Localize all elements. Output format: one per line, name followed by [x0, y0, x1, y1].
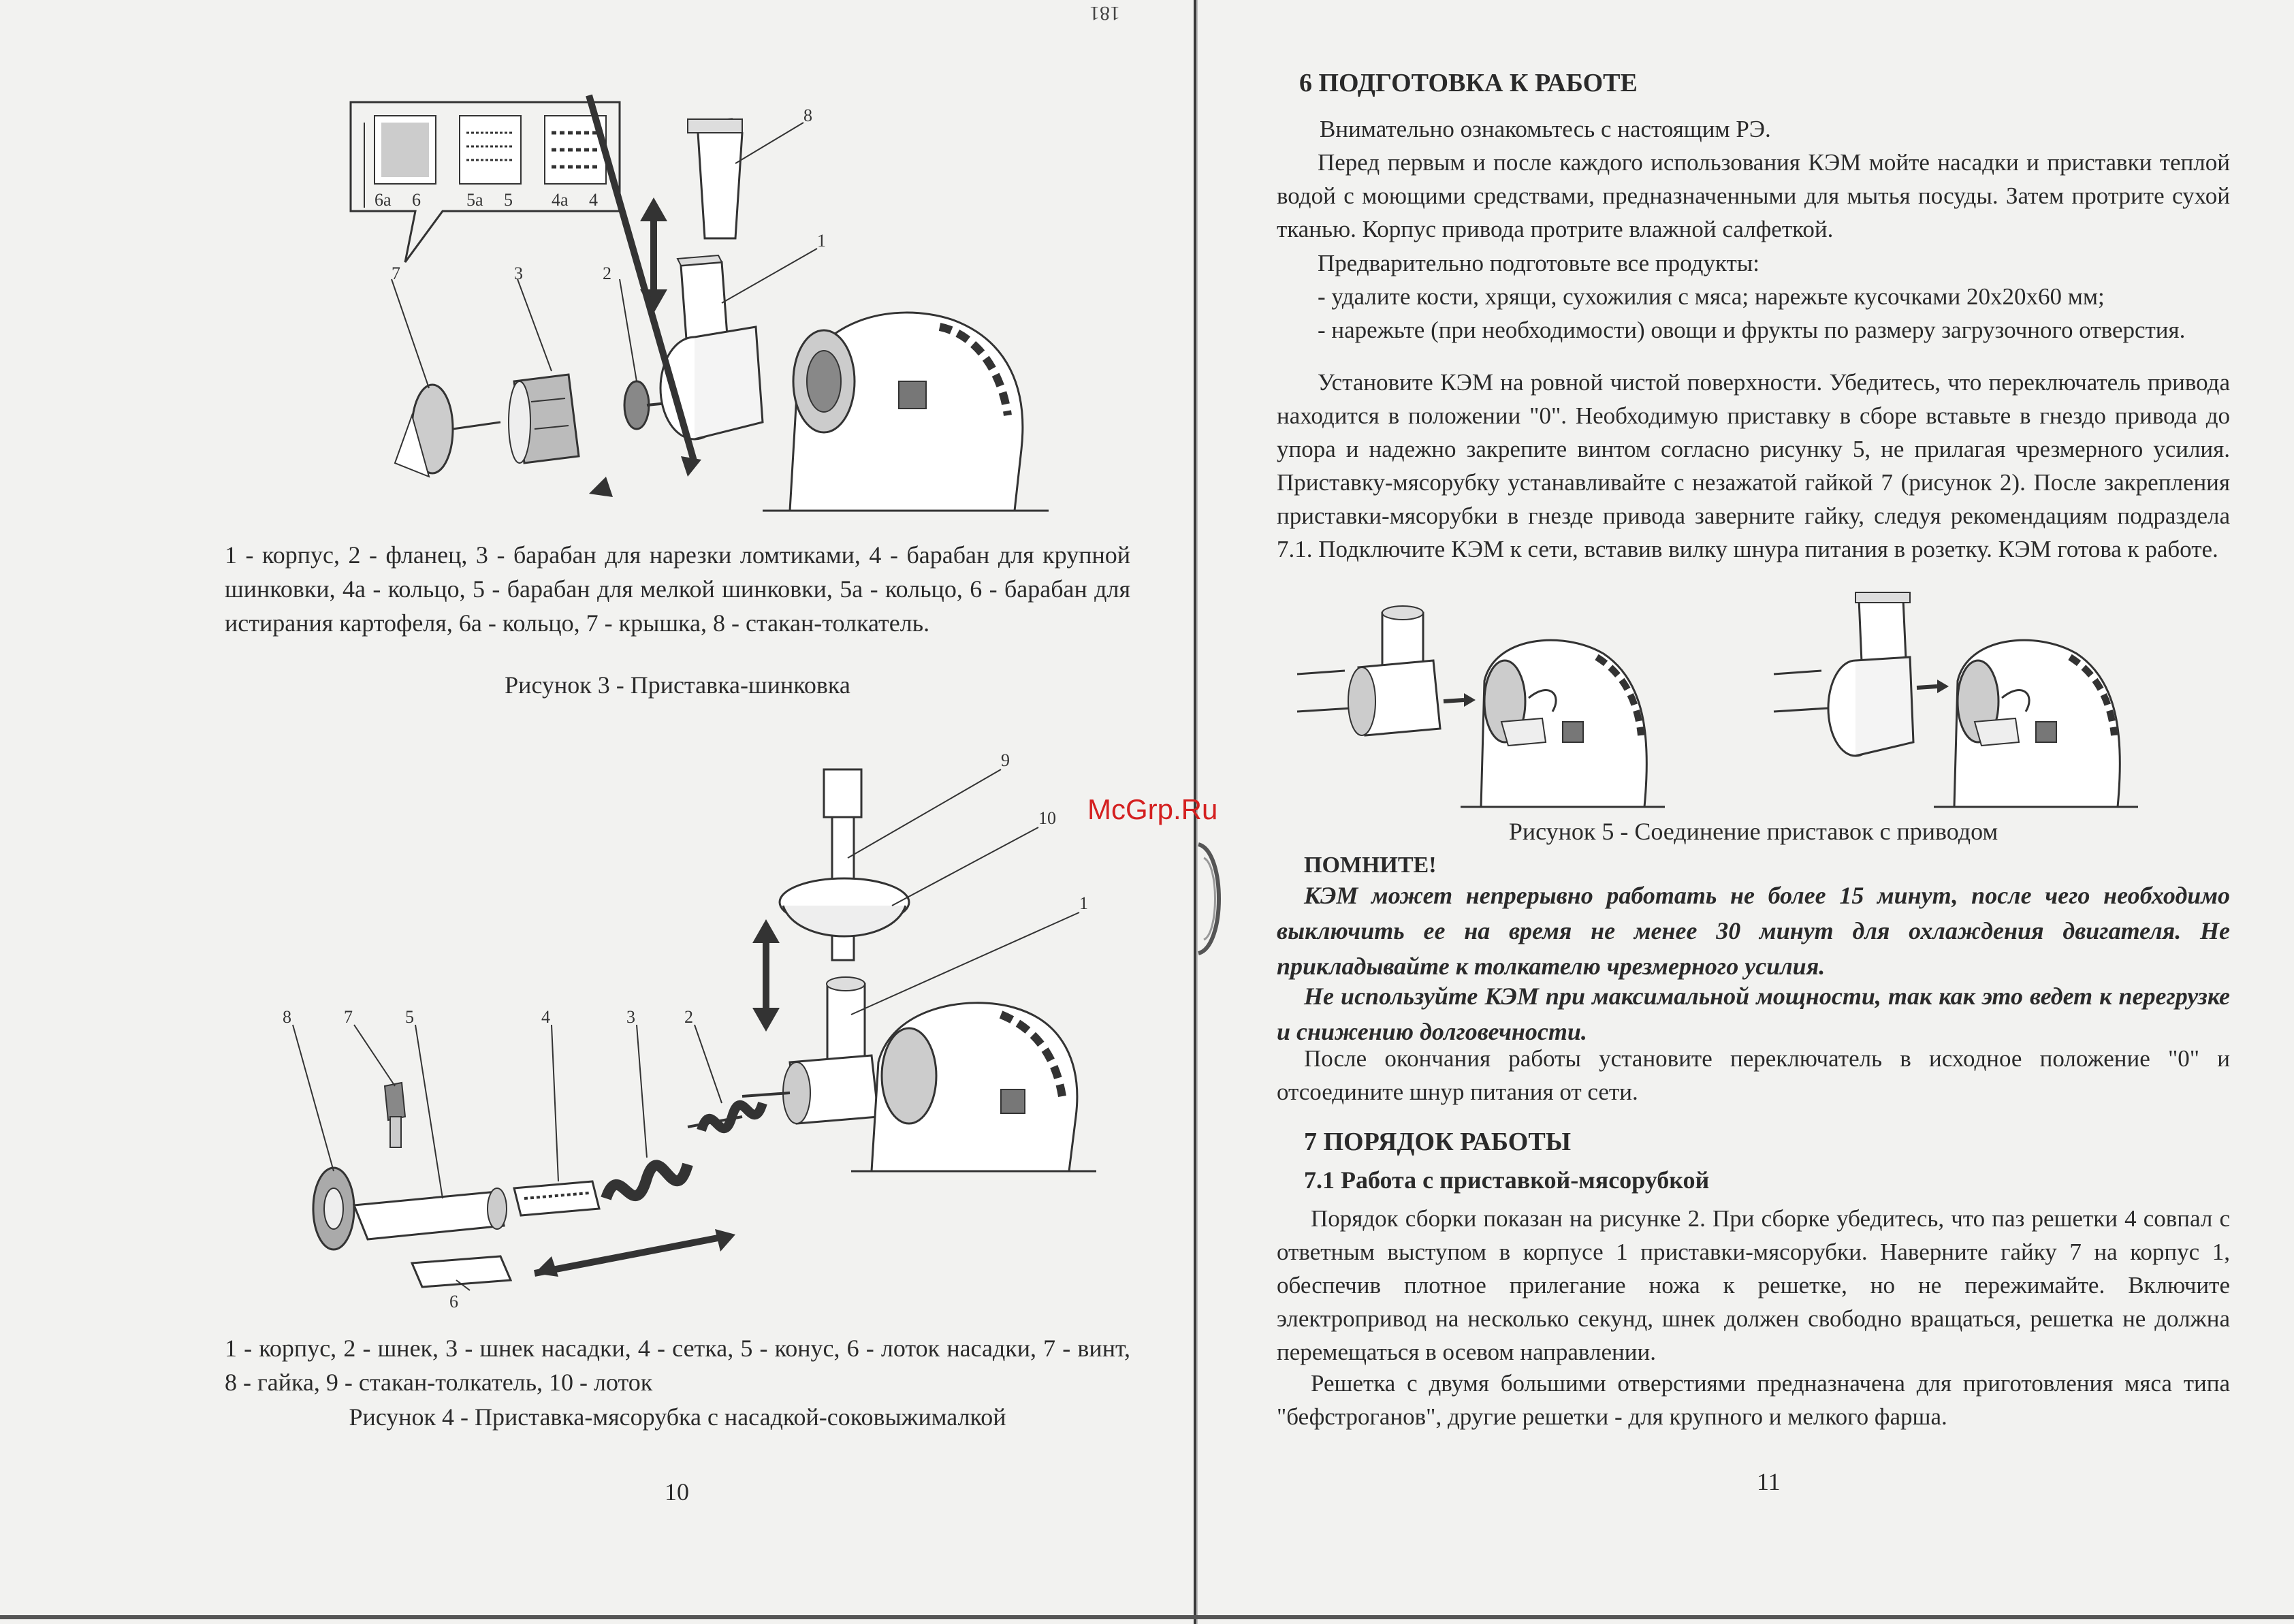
page-number-right: 11 [1757, 1468, 1781, 1495]
fig5-drive-right [1934, 640, 2138, 807]
fig3-label-6: 6 [412, 190, 421, 210]
drum-3 [509, 375, 579, 463]
section-6-heading: 6 ПОДГОТОВКА К РАБОТЕ [1299, 69, 1638, 97]
fig4-label-10: 10 [1038, 808, 1056, 828]
s6-paragraph-5: - нарежьте (при необходимости) овощи и фрукты по размеру загрузочного отверстия. [1318, 317, 2186, 343]
figure-3-caption: 1 - корпус, 2 - фланец, 3 - барабан для нарезки ломтиками, 4 - барабан для крупной шинковки, 4а - кольцо, 5 - барабан для мелкой шинковки, 5а - кольцо, 6 - барабан для истирания картофеля, 6а - кольцо, 7 - крышка, 8 - стакан-толкатель. [225, 541, 1130, 637]
fig4-label-6: 6 [449, 1292, 458, 1311]
auger-2 [688, 1103, 763, 1130]
s6-paragraph-3: Предварительно подготовьте все продукты: [1318, 250, 1760, 276]
s6-paragraph-2: Перед первым и после каждого использования КЭМ мойте насадки и приставки теплой водой с моющими средствами, предназначенными для мытья посуды. Затем протрите сухой тканью. Корпус привода протрите влажной салфеткой. [1277, 149, 2230, 242]
scan-mark-top: 181 [1089, 2, 1120, 25]
lid-7 [395, 385, 500, 477]
screw-7 [385, 1083, 405, 1147]
fig4-label-9: 9 [1001, 750, 1010, 770]
fig4-label-5: 5 [405, 1007, 414, 1027]
tray-6 [412, 1256, 511, 1287]
fig3-label-2: 2 [603, 264, 611, 283]
fig3-label-4a: 4а [552, 190, 569, 210]
motor-drive-unit-2 [851, 1003, 1096, 1171]
nut-8 [313, 1168, 354, 1249]
warning-1: КЭМ может непрерывно работать не более 15 минут, после чего необходимо выключить ее на время не менее 30 минут для охлаждения двигателя. Не прикладывайте к толкателю чрезмерного усилия. [1277, 882, 2230, 980]
s6-paragraph-1: Внимательно ознакомьтесь с настоящим РЭ. [1320, 116, 1771, 142]
page-number-left: 10 [665, 1478, 689, 1506]
fig5-shredder-attach [1774, 592, 1949, 756]
warning-2: Не используйте КЭМ при максимальной мощности, так как это ведет к перегрузке и снижению долговечности. [1277, 983, 2230, 1045]
section-7-heading: 7 ПОРЯДОК РАБОТЫ [1304, 1128, 1572, 1156]
fig3-label-1: 1 [817, 231, 826, 251]
fig3-label-7: 7 [392, 264, 400, 283]
figure-4-caption: 1 - корпус, 2 - шнек, 3 - шнек насадки, 4 - сетка, 5 - конус, 6 - лоток насадки, 7 - винт, 8 - гайка, 9 - стакан-толкатель, 10 - лоток [225, 1335, 1130, 1396]
figure-5-title: Рисунок 5 - Соединение приставок с приводом [1508, 818, 1998, 845]
figure-4-drawing [266, 735, 1130, 1328]
fig5-grinder-attach [1297, 606, 1476, 735]
right-page [1195, 0, 2294, 1624]
fig3-label-4: 4 [589, 190, 598, 210]
drum-5-icon [460, 116, 521, 184]
fig4-label-7: 7 [344, 1007, 353, 1027]
fig5-drive-left [1461, 640, 1665, 807]
s6-paragraph-6: Установите КЭМ на ровной чистой поверхности. Убедитесь, что переключатель привода находится в положении "0". Необходимую приставку в сборе вставьте в гнездо привода до упора и надежно закрепите винтом согласно рисунку 5, не прилагая чрезмерного усилия. Приставку-мясорубку устанавливайте с незажатой гайкой 7 (рисунок 2). После закрепления приставки-мясорубки в гнезде привода заверните гайку, следуя рекомендациям подраздела 7.1. Подключите КЭМ к сети, вставив вилку шнура питания в розетку. КЭМ готова к работе. [1277, 369, 2230, 562]
figure-3-drawing [327, 95, 1130, 531]
figure-5-drawing [1297, 599, 2237, 824]
figure-4-title: Рисунок 4 - Приставка-мясорубка с насадкой-соковыжималкой [349, 1403, 1006, 1431]
tray-10 [780, 878, 909, 936]
fig3-label-5a: 5а [466, 190, 483, 210]
vertical-arrow-icon [752, 919, 780, 1032]
shredder-body-1 [660, 255, 763, 439]
cone-5 [354, 1188, 507, 1239]
s6-paragraph-4: - удалите кости, хрящи, сухожилия с мяса; нарежьте кусочками 20х20х60 мм; [1318, 283, 2105, 310]
fig4-label-4: 4 [541, 1007, 550, 1027]
fig4-label-2: 2 [684, 1007, 693, 1027]
auger-3 [606, 1164, 688, 1198]
fig3-label-5: 5 [504, 190, 513, 210]
motor-drive-unit [763, 313, 1049, 511]
watermark: McGrp.Ru [1087, 793, 1218, 825]
sieve-4 [514, 1181, 599, 1215]
fig4-label-3: 3 [626, 1007, 635, 1027]
fig3-label-6a: 6а [375, 190, 392, 210]
fig3-label-3: 3 [514, 264, 523, 283]
section-7-1-heading: 7.1 Работа с приставкой-мясорубкой [1304, 1166, 1710, 1194]
s6-paragraph-7: После окончания работы установите переключатель в исходное положение "0" и отсоедините шнур питания от сети. [1277, 1045, 2230, 1105]
remember-label: ПОМНИТЕ! [1304, 853, 1437, 878]
drum-6-icon [375, 116, 436, 184]
fig3-label-8: 8 [803, 106, 812, 125]
horizontal-arrow-icon [535, 1229, 735, 1277]
s71-paragraph-2: Решетка с двумя большими отверстиями предназначена для приготовления мяса типа "бефстроганов", другие решетки - для крупного и мелкого фарша. [1277, 1370, 2230, 1430]
pusher-cup-8 [688, 119, 742, 238]
fig4-label-1: 1 [1079, 893, 1088, 913]
s71-paragraph-1: Порядок сборки показан на рисунке 2. При сборке убедитесь, что паз решетки 4 совпал с ответным выступом в корпусе 1 приставки-мясорубки. Наверните гайку 7 на корпус 1, обеспечив плотное прилегание ножа к решетке, но не пережимайте. Включите электропривод на несколько секунд, шнек должен свободно вращаться, решетка не должна перемещаться в осевом направлении. [1277, 1205, 2230, 1365]
figure-3-title: Рисунок 3 - Приставка-шинковка [505, 671, 850, 699]
fig4-label-8: 8 [283, 1007, 291, 1027]
